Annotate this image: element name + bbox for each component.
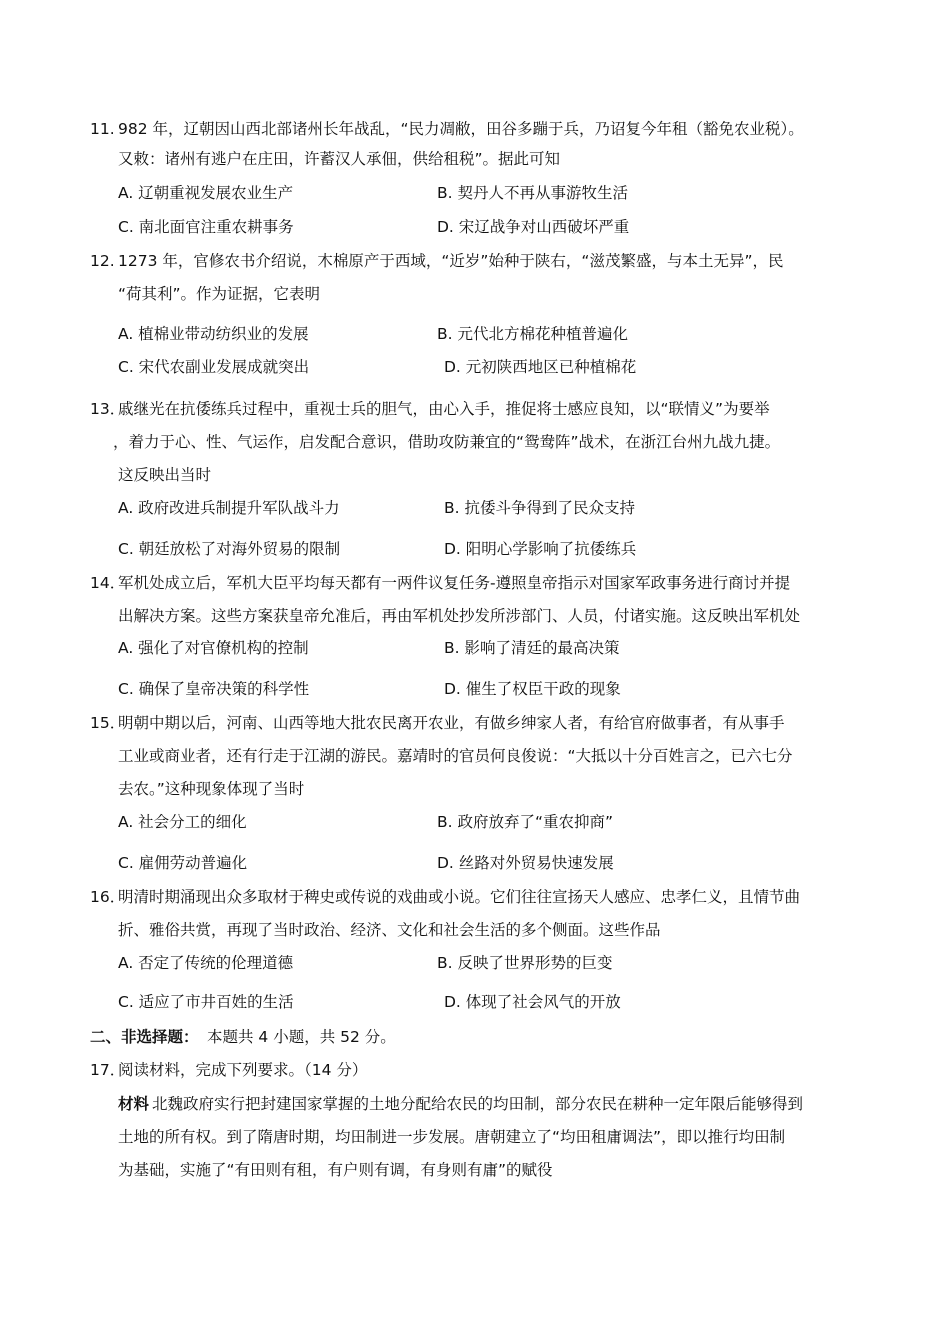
question-12-option-c: C. 宋代农副业发展成就突出: [118, 358, 310, 376]
question-16-option-b: B. 反映了世界形势的巨变: [437, 954, 613, 972]
question-17-number: 17．: [90, 1061, 126, 1079]
question-16-number: 16．: [90, 888, 126, 906]
question-12-option-d: D. 元初陕西地区已种植棉花: [444, 358, 637, 376]
question-14-option-a: A. 强化了对官僚机构的控制: [118, 639, 309, 657]
question-14-option-d: D. 催生了权臣干政的现象: [444, 680, 621, 698]
question-14-number: 14．: [90, 574, 126, 592]
question-13-number: 13．: [90, 400, 126, 418]
question-13-option-d: D. 阳明心学影响了抗倭练兵: [444, 540, 637, 558]
question-11-option-a: A. 辽朝重视发展农业生产: [118, 184, 294, 202]
question-15-option-a: A. 社会分工的细化: [118, 813, 247, 831]
question-14-option-c: C. 确保了皇帝决策的科学性: [118, 680, 310, 698]
question-17-text: 阅读材料，完成下列要求。（14 分）: [118, 1061, 368, 1079]
question-11-line-1: 982 年，辽朝因山西北部诸州长年战乱，“民力凋敝，田谷多蹦于兵，乃诏复今年租（豁免农业税）。: [118, 120, 804, 138]
question-12-option-b: B. 元代北方棉花种植普遍化: [437, 325, 628, 343]
question-15-option-b: B. 政府放弃了“重农抑商”: [437, 813, 614, 831]
question-11-option-b: B. 契丹人不再从事游牧生活: [437, 184, 628, 202]
question-12-option-a: A. 植棉业带动纺织业的发展: [118, 325, 309, 343]
material-label: 材料: [118, 1095, 150, 1113]
question-14-option-b: B. 影响了清廷的最高决策: [444, 639, 620, 657]
material-line-3: 为基础，实施了“有田则有租，有户则有调，有身则有庸”的赋役: [118, 1161, 553, 1179]
question-11-option-c: C. 南北面官注重农耕事务: [118, 218, 294, 236]
question-13-line-2: ，着力于心、性、气运作，启发配合意识，借助攻防兼宜的“鸳鸯阵”战术，在浙江台州九战九捷。: [113, 433, 781, 451]
question-15-number: 15．: [90, 714, 126, 732]
question-16-option-c: C. 适应了市井百姓的生活: [118, 993, 294, 1011]
question-16-line-1: 明清时期涌现出众多取材于稗史或传说的戏曲或小说。它们往往宣扬天人感应、忠孝仁义，且情节曲: [118, 888, 801, 906]
question-15-line-3: 去农。”这种现象体现了当时: [118, 780, 305, 798]
material-line-2: 土地的所有权。到了隋唐时期，均田制进一步发展。唐朝建立了“均田租庸调法”，即以推行均田制: [118, 1128, 786, 1146]
question-16-option-a: A. 否定了传统的伦理道德: [118, 954, 294, 972]
question-13-option-a: A. 政府改进兵制提升军队战斗力: [118, 499, 340, 517]
question-11-line-2: 又敕：诸州有逃户在庄田，许蓄汉人承佃，供给租税”。据此可知: [118, 150, 561, 168]
question-16-line-2: 折、雅俗共赏，再现了当时政治、经济、文化和社会生活的多个侧面。这些作品: [118, 921, 661, 939]
section-2-text: 本题共 4 小题，共 52 分。: [207, 1028, 396, 1046]
question-12-line-2: “荷其利”。作为证据，它表明: [118, 285, 321, 303]
question-11-option-d: D. 宋辽战争对山西破坏严重: [437, 218, 630, 236]
question-13-line-3: 这反映出当时: [118, 466, 212, 484]
material-line-1: 北魏政府实行把封建国家掌握的土地分配给农民的均田制，部分农民在耕种一定年限后能够得到: [152, 1095, 804, 1113]
question-12-line-1: 1273 年，官修农书介绍说，木棉原产于西域，“近岁”始种于陕右，“滋茂繁盛，与本土无异”，民: [118, 252, 784, 270]
question-12-number: 12.: [90, 252, 115, 270]
question-15-line-2: 工业或商业者，还有行走于江湖的游民。嘉靖时的官员何良俊说：“大抵以十分百姓言之，已六七分: [118, 747, 793, 765]
question-11-number: 11.: [90, 120, 115, 138]
question-13-option-c: C. 朝廷放松了对海外贸易的限制: [118, 540, 341, 558]
question-13-option-b: B. 抗倭斗争得到了民众支持: [444, 499, 635, 517]
question-15-option-d: D. 丝路对外贸易快速发展: [437, 854, 614, 872]
question-13-line-1: 戚继光在抗倭练兵过程中，重视士兵的胆气，由心入手，推促将士感应良知，以“联情义”为要举: [118, 400, 770, 418]
question-15-option-c: C. 雇佣劳动普遍化: [118, 854, 248, 872]
question-14-line-1: 军机处成立后，军机大臣平均每天都有一两件议复任务-遵照皇帝指示对国家军政事务进行商讨并提: [118, 574, 791, 592]
section-2-heading: 二、非选择题：: [90, 1028, 199, 1046]
question-16-option-d: D. 体现了社会风气的开放: [444, 993, 621, 1011]
question-15-line-1: 明朝中期以后，河南、山西等地大批农民离开农业，有做乡绅家人者，有给官府做事者，有从事手: [118, 714, 785, 732]
question-14-line-2: 出解决方案。这些方案获皇帝允准后，再由军机处抄发所涉部门、人员，付诸实施。这反映出军机处: [118, 607, 801, 625]
